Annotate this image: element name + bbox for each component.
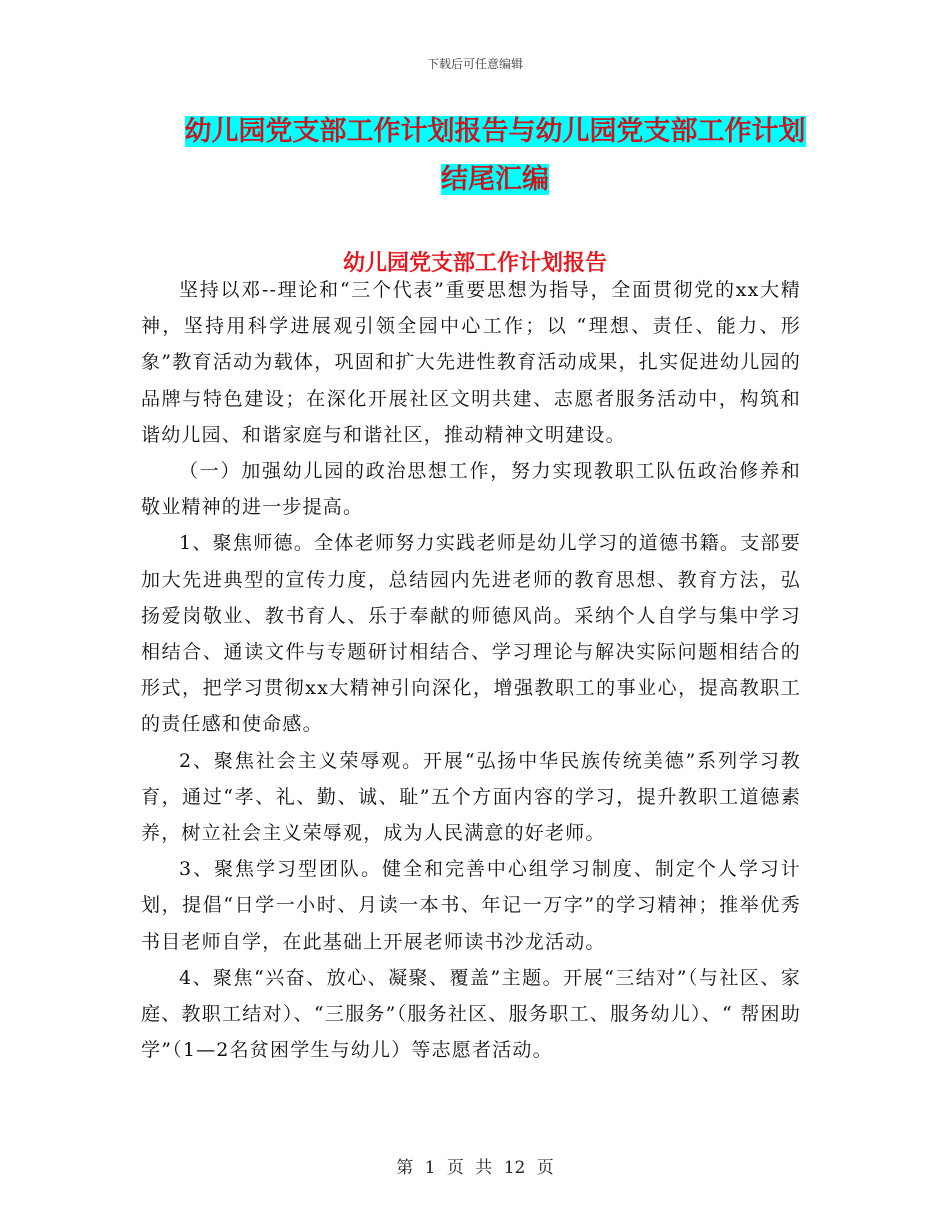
page-header-note: 下载后可任意编辑 bbox=[426, 57, 523, 71]
paragraph: 1、聚焦师德。全体老师努力实践老师是幼儿学习的道德书籍。支部要加大先进典型的宣传力度，总结园内先进老师的教育思想、教育方法，弘扬爱岗敬业、教书育人、乐于奉献的师德风尚。采纳个人自学与集中学习相结合、通读文件与专题研讨相结合、学习理论与解决实际问题相结合的形式，把学习贯彻xx大精神引向深化，增强教职工的事业心，提高教职工的责任感和使命感。 bbox=[141, 532, 801, 736]
document-title-line-1: 幼儿园党支部工作计划报告与幼儿园党支部工作计划 bbox=[184, 116, 806, 147]
document-body bbox=[141, 272, 801, 1068]
paragraph: 4、聚焦“兴奋、放心、凝聚、覆盖”主题。开展“三结对”（与社区、家庭、教职工结对）、“三服务”（服务社区、服务职工、服务幼儿）、“ 帮困助学”（1—2名贫困学生与幼儿）等志愿者活动。 bbox=[141, 966, 801, 1062]
document-title-line-2: 结尾汇编 bbox=[441, 164, 549, 195]
document-title bbox=[150, 108, 840, 204]
page-number: 第 1 页 共 12 页 bbox=[396, 1158, 554, 1178]
paragraph: （一）加强幼儿园的政治思想工作，努力实现教职工队伍政治修养和敬业精神的进一步提高。 bbox=[141, 460, 801, 519]
section-title: 幼儿园党支部工作计划报告 bbox=[342, 251, 607, 276]
paragraph: 坚持以邓--理论和“三个代表”重要思想为指导，全面贯彻党的xx大精神，坚持用科学进展观引领全园中心工作；以 “理想、责任、能力、形象”教育活动为载体，巩固和扩大先进性教育活动成果，扎实促进幼儿园的品牌与特色建设；在深化开展社区文明共建、志愿者服务活动中，构筑和谐幼儿园、和谐家庭与和谐社区，推动精神文明建设。 bbox=[141, 279, 801, 446]
paragraph: 2、聚焦社会主义荣辱观。开展“弘扬中华民族传统美德”系列学习教育，通过“孝、礼、勤、诚、耻”五个方面内容的学习，提升教职工道德素养，树立社会主义荣辱观，成为人民满意的好老师。 bbox=[141, 749, 801, 845]
paragraph: 3、聚焦学习型团队。健全和完善中心组学习制度、制定个人学习计划，提倡“日学一小时、月读一本书、年记一万字”的学习精神；推举优秀书目老师自学，在此基础上开展老师读书沙龙活动。 bbox=[141, 858, 801, 953]
